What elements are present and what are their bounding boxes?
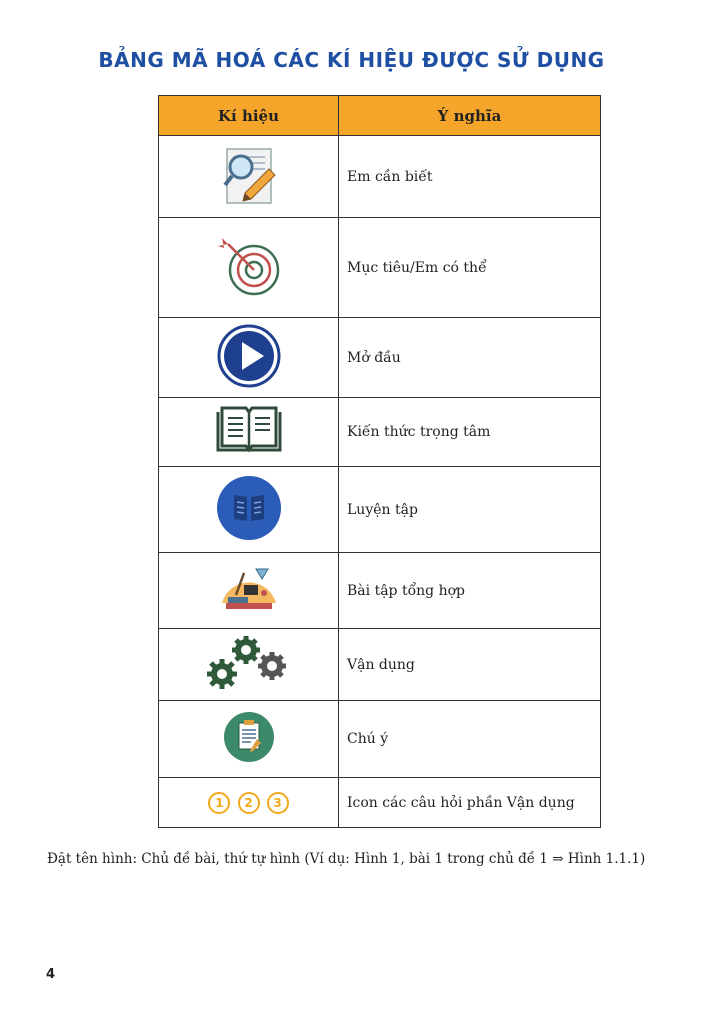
table-row [159,778,601,828]
row-label: Vận dụng [339,629,601,701]
row-label: Icon các câu hỏi phần Vận dụng [339,778,601,828]
table-header-row [159,96,601,136]
header-meaning: Ý nghĩa [339,96,601,136]
book-circle-icon [216,475,282,545]
table-row [159,136,601,218]
tools-books-icon [216,559,282,623]
table-row [159,701,601,778]
row-label: Luyện tập [339,467,601,553]
row-label: Mục tiêu/Em có thể [339,218,601,318]
symbol-table [158,95,601,828]
table-row [159,553,601,629]
row-label: Chú ý [339,701,601,778]
numbered-circles-icon [207,792,289,814]
play-icon [216,323,282,393]
gears-icon [206,636,292,694]
number-two-icon: 2 [238,792,260,814]
table-row [159,398,601,467]
row-label: Bài tập tổng hợp [339,553,601,629]
target-arrow-icon [214,234,284,302]
number-three-icon: 3 [267,792,289,814]
header-symbol: Kí hiệu [159,96,339,136]
row-label: Kiến thức trọng tâm [339,398,601,467]
magnifier-pencil-icon [217,143,281,211]
table-row [159,318,601,398]
row-label: Mở đầu [339,318,601,398]
clipboard-icon [223,711,275,767]
table-row [159,467,601,553]
page-title: BẢNG MÃ HOÁ CÁC KÍ HIỆU ĐƯỢC SỬ DỤNG [98,48,605,72]
table-row [159,629,601,701]
figure-naming-caption: Đặt tên hình: Chủ đề bài, thứ tự hình (Ví dụ: Hình 1, bài 1 trong chủ đề 1 ⇒ Hình 1.1.1) [47,851,646,867]
open-book-icon [214,404,284,460]
table-row [159,218,601,318]
number-one-icon: 1 [208,792,230,814]
row-label: Em cần biết [339,136,601,218]
page-number: 4 [46,967,56,982]
